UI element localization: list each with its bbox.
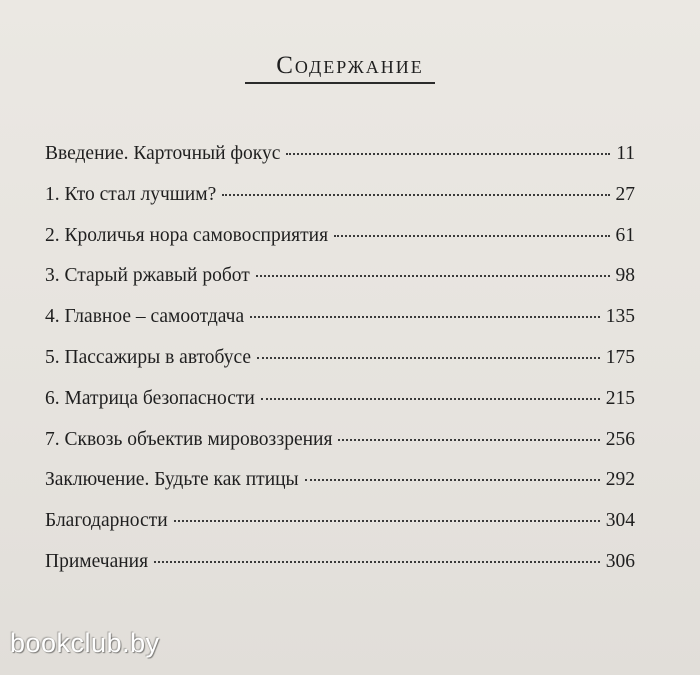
toc-entry: [45, 426, 635, 467]
toc-entry-page: 292: [605, 469, 635, 491]
toc-entry-title: Благодарности: [45, 510, 168, 532]
toc-entry-title: 7. Сквозь объектив мировоззрения: [45, 428, 333, 450]
toc-entry: [45, 140, 635, 181]
toc-leader-dots: [286, 153, 610, 155]
toc-entry: [45, 548, 635, 589]
toc-leader-dots: [305, 479, 600, 481]
toc-entry-title: 2. Кроличья нора самовосприятия: [45, 224, 329, 246]
toc-leader-dots: [338, 439, 599, 441]
toc-leader-dots: [250, 316, 600, 318]
toc-entry: [45, 222, 635, 263]
toc-entry-title: 3. Старый ржавый робот: [45, 265, 250, 287]
toc-entry: [45, 344, 635, 385]
toc-entry-page: 256: [605, 428, 635, 450]
toc-entry-title: 6. Матрица безопасности: [45, 387, 255, 409]
toc-entry-title: 1. Кто стал лучшим?: [45, 183, 217, 205]
toc-leader-dots: [154, 561, 600, 563]
toc-entry-title: Введение. Карточный фокус: [45, 143, 281, 164]
toc-entry: [45, 466, 635, 507]
toc-entry-page: 98: [615, 265, 635, 287]
toc-entry-page: 306: [605, 550, 635, 572]
heading-underline: [245, 82, 435, 84]
toc-leader-dots: [222, 194, 609, 196]
toc-leader-dots: [257, 357, 600, 359]
toc-leader-dots: [174, 520, 600, 522]
toc-entry-page: 215: [605, 387, 635, 409]
toc-entry: [45, 262, 635, 303]
watermark-text: bookclub.by: [10, 628, 160, 658]
toc-entry-title: 4. Главное – самоотдача: [45, 306, 245, 328]
toc-entry-page: 11: [616, 143, 635, 164]
toc-entry-title: Примечания: [45, 550, 149, 572]
toc-entry-title: 5. Пассажиры в автобусе: [45, 346, 252, 368]
toc-entry: [45, 385, 635, 426]
toc-entry-page: 135: [605, 306, 635, 328]
toc-entry-page: 61: [615, 224, 635, 246]
toc-entry: [45, 181, 635, 222]
toc-entry-page: 27: [615, 183, 635, 205]
toc-entry-title: Заключение. Будьте как птицы: [45, 469, 299, 491]
toc-entry: [45, 303, 635, 344]
toc-leader-dots: [256, 275, 610, 277]
table-of-contents: [45, 140, 635, 589]
toc-leader-dots: [334, 235, 609, 237]
toc-entry: [45, 507, 635, 548]
toc-entry-page: 175: [605, 346, 635, 368]
toc-entry-page: 304: [605, 510, 635, 532]
toc-leader-dots: [261, 398, 600, 400]
contents-heading: Содержание: [276, 52, 424, 79]
